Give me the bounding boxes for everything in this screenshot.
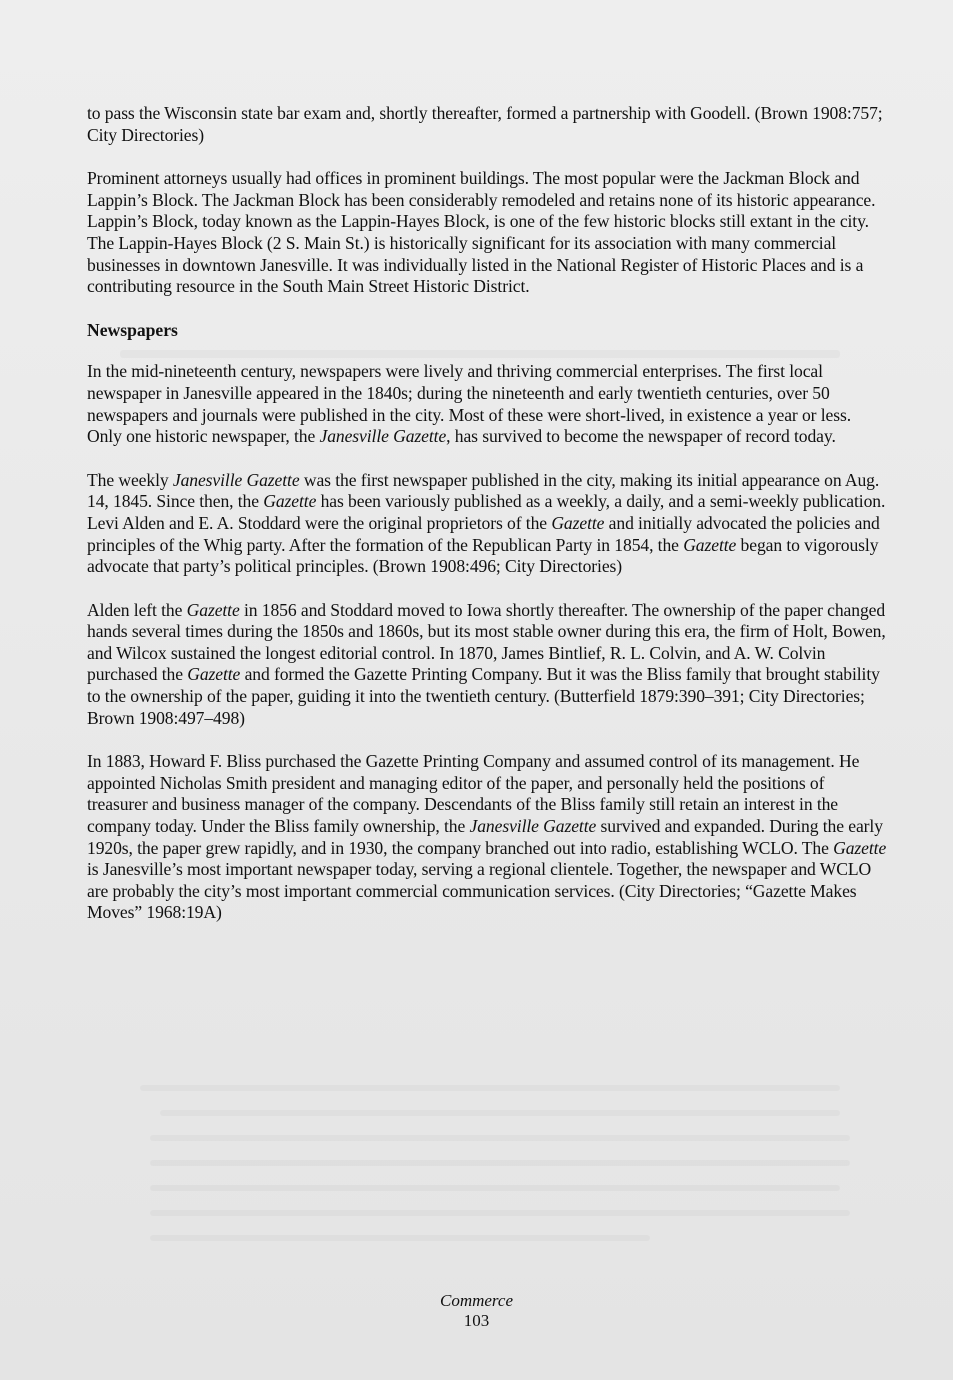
footer-section-title: Commerce	[439, 1291, 513, 1310]
paragraph-prominent-buildings	[87, 168, 887, 298]
italic-title-run: Gazette	[186, 599, 240, 620]
italic-title-run: Gazette	[683, 534, 737, 555]
text-run: and initially advocated the policies and principles of the Whig party. After the formation of the Republican Party in 1854, the	[87, 512, 880, 555]
text-run: in 1856 and Stoddard moved to Iowa shortly thereafter. The ownership of the paper changed hands several times during the 1850s and 1860s, but its most stable owner during this era, the firm of Holt, Bowen, and Wilcox sustained the longest editorial control. In 1870, James Bintlief, R. L. Colvin, and A. W. Colvin purchased the	[87, 599, 886, 685]
text-run: Prominent attorneys usually had offices in prominent buildings. The most popular were the Jackman Block and Lappin’s Block. The Jackman Block has been considerably remodeled and retains none of its historic appearance. Lappin’s Block, today known as the Lappin-Hayes Block, is one of the few historic blocks still extant in the city. The Lappin-Hayes Block (2 S. Main St.) is historically significant for its association with many commercial businesses in downtown Janesville. It was individually listed in the National Register of Historic Places and is a contributing resource in the South Main Street Historic District.	[87, 168, 876, 297]
text-run: was the first newspaper published in the city, making its initial appearance on Aug. 14, 1845. Since then, the	[87, 469, 880, 512]
page-footer	[0, 1291, 953, 1331]
text-run: In the mid-nineteenth century, newspapers were lively and thriving commercial enterprises. The first local newspaper in Janesville appeared in the 1840s; during the nineteenth and early twentieth centuries, over 50 newspapers and journals were published in the city. Most of these were short-lived, in existence a year or less. Only one historic newspaper, the	[87, 361, 851, 447]
text-run: The weekly	[87, 469, 173, 490]
page-number: 103	[463, 1311, 490, 1330]
italic-title-run: Janesville Gazette	[469, 816, 597, 837]
text-run: In 1883, Howard F. Bliss purchased the Gazette Printing Company and assumed control of its management. He appointed Nicholas Smith president and managing editor of the paper, and personally held the positions of treasurer and business manager of the company. Descendants of the Bliss family still retain an interest in the company today. Under the Bliss family ownership, the	[87, 751, 860, 837]
paragraph-weekly-gazette	[87, 470, 887, 578]
paragraph-attorney-partnership	[87, 103, 887, 146]
text-run: survived and expanded. During the early 1920s, the paper grew rapidly, and in 1930, the company branched out into radio, establishing WCLO. The	[87, 816, 883, 858]
text-run: began to vigorously advocate that party’s political principles. (Brown 1908:496; City Directories)	[87, 534, 879, 577]
section-heading-newspapers: Newspapers	[87, 319, 178, 340]
italic-title-run: Gazette	[263, 491, 317, 512]
italic-title-run: Janesville Gazette	[172, 469, 300, 490]
italic-title-run: Janesville Gazette	[319, 426, 447, 447]
text-run: and formed the Gazette Printing Company. But it was the Bliss family that brought stability to the ownership of the paper, guiding it into the twentieth century. (Butterfield 1879:390–391; City Directories; Brown 1908:497–498)	[87, 664, 880, 728]
text-run: has been variously published as a weekly, a daily, and a semi-weekly publication. Levi Alden and E. A. Stoddard were the original proprietors of the	[87, 491, 886, 533]
italic-title-run: Gazette	[187, 664, 241, 685]
paragraph-bliss-purchase	[87, 751, 887, 924]
text-run: Alden left the	[87, 599, 187, 620]
body-text	[87, 103, 887, 946]
italic-title-run: Gazette	[551, 512, 605, 533]
paragraph-mid-nineteenth-century	[87, 361, 887, 447]
text-run: to pass the Wisconsin state bar exam and, shortly thereafter, formed a partnership with Goodell. (Brown 1908:757; City Directories)	[87, 103, 883, 145]
paragraph-ownership-changes	[87, 600, 887, 730]
text-run: , has survived to become the newspaper of record today.	[446, 426, 836, 447]
text-run: is Janesville’s most important newspaper today, serving a regional clientele. Together, the newspaper and WCLO are probably the city’s most important commercial communication services. (City Directories; “Gazette Makes Moves” 1968:19A)	[87, 859, 872, 923]
italic-title-run: Gazette	[833, 837, 887, 858]
